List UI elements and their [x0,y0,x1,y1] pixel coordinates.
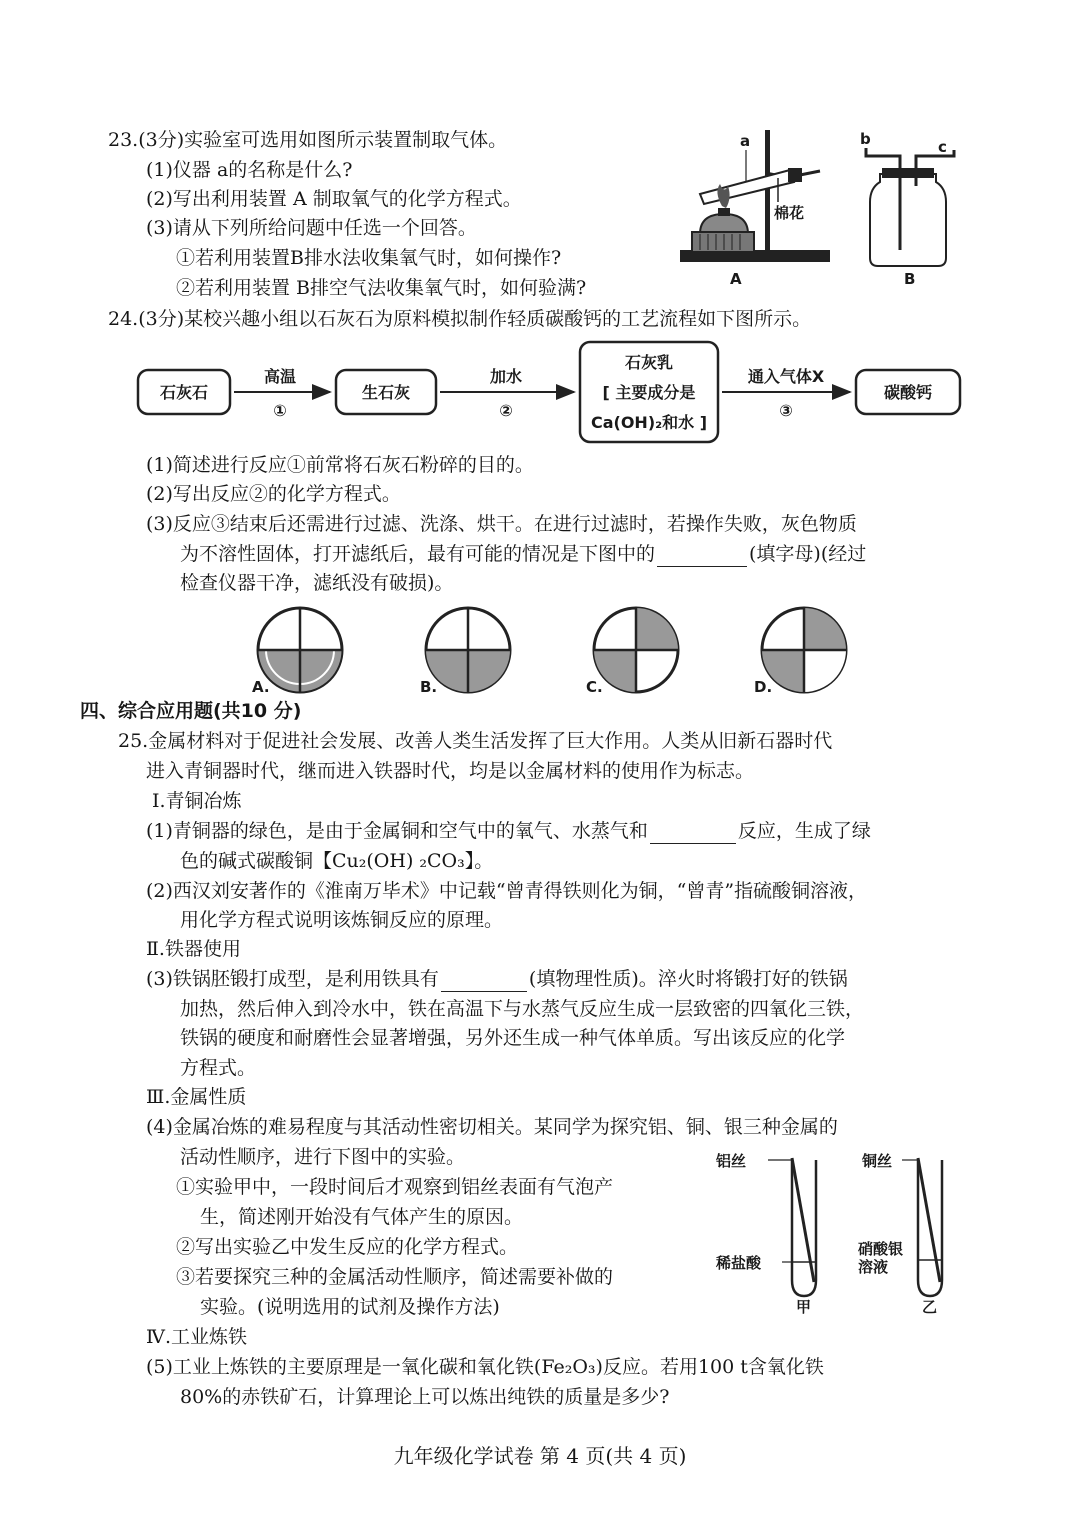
q24-part2: (2)写出反应②的化学方程式。 [146,483,401,505]
q25-part2-line2: 用化学方程式说明该炼铜反应的原理。 [180,909,504,931]
q23-part1: (1)仪器 a的名称是什么? [146,159,353,181]
q25-part4-line1: (4)金属冶炼的难易程度与其活动性密切相关。某同学为探究铝、铜、银三种金属的 [146,1116,838,1138]
flow-box-lime-milk-line2: [ 主要成分是 [602,383,696,402]
apparatus-a [680,130,830,288]
flow-box-lime-milk-line3: Ca(OH)₂和水 ] [590,413,708,432]
section4-title: 四、综合应用题(共10 分) [80,700,302,722]
filter-option-c-label: C. [586,678,603,696]
q24-part3-line1: (3)反应③结束后还需进行过滤、洗涤、烘干。在进行过滤时，若操作失败，灰色物质 [146,513,857,535]
label-B: B [904,270,916,288]
q24-title: 24.(3分)某校兴趣小组以石灰石为原料模拟制作轻质碳酸钙的工艺流程如下图所示。 [108,308,812,330]
q25-part4-a-line1: ①实验甲中，一段时间后才观察到铝丝表面有气泡产 [176,1176,614,1198]
flow-arrow1-top: 高温 [263,367,297,386]
flow-box-lime-milk-line1: 石灰乳 [624,353,674,372]
filter-option-c [594,608,678,692]
q23-part3-option1: ①若利用装置B排水法收集氧气时，如何操作? [176,247,562,269]
q23-apparatus-figure [670,122,970,292]
label-A: A [730,270,742,288]
label-agno3-line1: 硝酸银 [858,1240,904,1258]
label-b: b [860,130,871,148]
q25-section4-heading: Ⅳ.工业炼铁 [146,1326,248,1348]
q24-flowchart [130,338,970,448]
q24-filter-options [240,600,860,700]
q24-part1: (1)简述进行反应①前常将石灰石粉碎的目的。 [146,454,534,476]
q25-section2-heading: Ⅱ.铁器使用 [146,938,241,960]
flow-box-quicklime-label: 生石灰 [361,383,411,402]
q24-part3-line2-before: 为不溶性固体，打开滤纸后，最有可能的情况是下图中的 [180,543,656,565]
q25-part3-blank[interactable] [441,971,527,992]
q25-part5-line2: 80%的赤铁矿石，计算理论上可以炼出纯铁的质量是多少? [180,1386,670,1408]
q25-part4-b: ②写出实验乙中发生反应的化学方程式。 [176,1236,519,1258]
q25-part1-blank[interactable] [650,823,736,844]
q25-part1-line1-after: 反应，生成了绿 [737,820,871,842]
experiment-yi [857,1152,942,1316]
q23-part3: (3)请从下列所给问题中任选一个回答。 [146,217,477,239]
label-c: c [938,138,947,156]
q25-part3-line3: 铁锅的硬度和耐磨性会显著增强，另外还生成一种气体单质。写出该反应的化学 [180,1027,846,1049]
q24-part3-line2-after: (填字母)(经过 [749,543,867,565]
q23-part2: (2)写出利用装置 A 制取氧气的化学方程式。 [146,188,522,210]
q23-title: 23.(3分)实验室可选用如图所示装置制取气体。 [108,129,508,151]
flow-arrow1-bottom: ① [273,401,287,420]
q25-part1-line2: 色的碱式碳酸铜【Cu₂(OH) ₂CO₃】。 [180,850,494,872]
q24-answer-blank[interactable] [657,546,747,567]
q25-part3-line4: 方程式。 [180,1057,257,1079]
flow-arrow3-bottom: ③ [779,401,793,420]
filter-option-a-label: A. [252,678,270,696]
filter-option-a [258,608,342,692]
q24-part3-line3: 检查仪器干净，滤纸没有破损)。 [180,572,454,594]
filter-option-d [762,608,846,692]
q25-part4-c-line2: 实验。(说明选用的试剂及操作方法) [200,1296,500,1318]
flow-arrow3-top: 通入气体X [747,367,825,386]
q25-part3-line1 [146,966,848,992]
q25-part4-line2: 活动性顺序，进行下图中的实验。 [180,1146,466,1168]
label-dilute-hcl: 稀盐酸 [716,1254,762,1272]
filter-option-b [426,608,510,692]
flow-arrow2-bottom: ② [499,401,513,420]
filter-option-d-label: D. [754,678,773,696]
q23-part3-option2: ②若利用装置 B排空气法收集氧气时，如何验满? [176,277,587,299]
q25-part2-line1: (2)西汉刘安著作的《淮南万毕术》中记载“曾青得铁则化为铜，“曾青”指硫酸铜溶液， [146,880,868,902]
q25-section3-heading: Ⅲ.金属性质 [146,1086,247,1108]
q25-test-tube-figure [712,1146,972,1316]
flow-arrow2-top: 加水 [489,367,523,386]
q25-section1-heading: Ⅰ.青铜冶炼 [152,790,242,812]
q25-part5-line1: (5)工业上炼铁的主要原理是一氧化碳和氧化铁(Fe₂O₃)反应。若用100 t含氧化铁 [146,1356,824,1378]
q25-part3-line2: 加热，然后伸入到冷水中，铁在高温下与水蒸气反应生成一层致密的四氧化三铁， [180,998,865,1020]
q25-part3-line1-before: (3)铁锅胚锻打成型，是利用铁具有 [146,968,439,990]
q25-intro-line2: 进入青铜器时代，继而进入铁器时代，均是以金属材料的使用作为标志。 [146,760,755,782]
flow-box-calcium-carbonate-label: 碳酸钙 [883,383,933,402]
label-cotton: 棉花 [774,204,805,222]
label-yi: 乙 [922,1298,938,1316]
page-footer: 九年级化学试卷 第 4 页(共 4 页) [393,1444,687,1468]
label-cu-wire: 铜丝 [862,1152,893,1170]
q25-part4-c-line1: ③若要探究三种的金属活动性顺序，简述需要补做的 [176,1266,614,1288]
label-jia: 甲 [796,1298,812,1316]
experiment-jia [715,1152,816,1316]
q25-part4-a-line2: 生，简述刚开始没有气体产生的原因。 [200,1206,524,1228]
apparatus-b [860,130,954,288]
flow-box-limestone-label: 石灰石 [159,383,209,402]
q25-part1-line1-before: (1)青铜器的绿色，是由于金属铜和空气中的氧气、水蒸气和 [146,820,648,842]
q25-part1-line1 [146,818,871,844]
label-a: a [740,132,751,150]
filter-option-b-label: B. [420,678,438,696]
q24-part3-line2 [180,541,866,567]
label-al-wire: 铝丝 [716,1152,747,1170]
label-agno3-line2: 溶液 [858,1258,889,1276]
q25-intro-line1: 25.金属材料对于促进社会发展、改善人类生活发挥了巨大作用。人类从旧新石器时代 [118,730,833,752]
q25-part3-line1-after: (填物理性质)。淬火时将锻打好的铁锅 [528,968,848,990]
